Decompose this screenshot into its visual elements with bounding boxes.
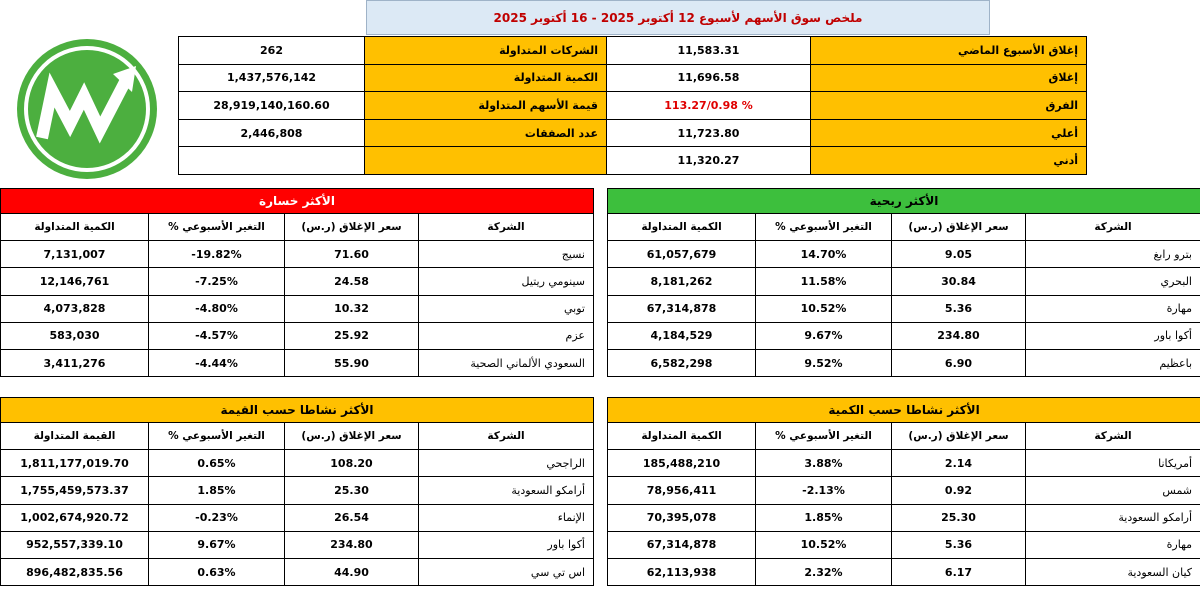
table-row xyxy=(1,349,594,376)
weekly-change: -4.80% xyxy=(149,295,285,322)
index-label: إغلاق الأسبوع الماضي xyxy=(811,37,1087,65)
summary-value: 262 xyxy=(179,37,365,65)
table-row xyxy=(608,531,1200,558)
panel-header xyxy=(1,398,594,423)
weekly-change: 14.70% xyxy=(756,241,892,268)
column-header: سعر الإغلاق (ر.س) xyxy=(892,423,1026,450)
company-name: شمس xyxy=(1026,477,1200,504)
most-active-by-volume-table xyxy=(607,397,1200,586)
close-price: 234.80 xyxy=(892,322,1026,349)
column-header: التغير الأسبوعي % xyxy=(149,423,285,450)
company-name: السعودي الألماني الصحية xyxy=(419,349,594,376)
traded-amount: 78,956,411 xyxy=(608,477,756,504)
table-row xyxy=(1,295,594,322)
company-name: سينومي ريتيل xyxy=(419,268,594,295)
table-row xyxy=(1,450,594,477)
weekly-change: 9.52% xyxy=(756,349,892,376)
weekly-change: 2.32% xyxy=(756,558,892,585)
market-logo-icon xyxy=(14,36,160,182)
traded-amount: 12,146,761 xyxy=(1,268,149,295)
page-title: ملخص سوق الأسهم لأسبوع 12 أكتوبر 2025 - 16 أكتوبر 2025 xyxy=(366,0,990,35)
close-price: 234.80 xyxy=(285,531,419,558)
close-price: 5.36 xyxy=(892,531,1026,558)
summary-value: 1,437,576,142 xyxy=(179,64,365,92)
table-row xyxy=(1,322,594,349)
company-name: مهارة xyxy=(1026,295,1200,322)
column-headers xyxy=(1,423,594,450)
traded-amount: 952,557,339.10 xyxy=(1,531,149,558)
panel-title: الأكثر نشاطا حسب القيمة xyxy=(1,398,594,423)
index-value: 11,723.80 xyxy=(607,119,811,147)
traded-amount: 1,755,459,573.37 xyxy=(1,477,149,504)
index-label: أدني xyxy=(811,147,1087,175)
column-header: القيمة المتداولة xyxy=(1,423,149,450)
summary-label: الشركات المتداولة xyxy=(365,37,607,65)
traded-amount: 70,395,078 xyxy=(608,504,756,531)
index-label: إغلاق xyxy=(811,64,1087,92)
panel-header xyxy=(1,189,594,214)
summary-label: قيمة الأسهم المتداولة xyxy=(365,92,607,120)
weekly-change: 1.85% xyxy=(149,477,285,504)
summary-row xyxy=(179,119,1087,147)
traded-amount: 1,002,674,920.72 xyxy=(1,504,149,531)
company-name: أرامكو السعودية xyxy=(1026,504,1200,531)
weekly-change: 3.88% xyxy=(756,450,892,477)
column-header: الكمية المتداولة xyxy=(608,214,756,241)
summary-label xyxy=(365,147,607,175)
traded-amount: 67,314,878 xyxy=(608,295,756,322)
traded-amount: 7,131,007 xyxy=(1,241,149,268)
index-value: 113.27/0.98 % xyxy=(607,92,811,120)
table-row xyxy=(608,349,1200,376)
top-gainers-table xyxy=(607,188,1200,377)
column-header: التغير الأسبوعي % xyxy=(149,214,285,241)
close-price: 55.90 xyxy=(285,349,419,376)
traded-amount: 896,482,835.56 xyxy=(1,558,149,585)
summary-row xyxy=(179,64,1087,92)
index-value: 11,583.31 xyxy=(607,37,811,65)
table-row xyxy=(1,268,594,295)
column-headers xyxy=(1,214,594,241)
weekly-change: -2.13% xyxy=(756,477,892,504)
index-value: 11,696.58 xyxy=(607,64,811,92)
close-price: 9.05 xyxy=(892,241,1026,268)
company-name: البحري xyxy=(1026,268,1200,295)
table-row xyxy=(1,504,594,531)
company-name: كيان السعودية xyxy=(1026,558,1200,585)
column-header: سعر الإغلاق (ر.س) xyxy=(285,214,419,241)
column-header: الشركة xyxy=(419,423,594,450)
traded-amount: 62,113,938 xyxy=(608,558,756,585)
company-name: أرامكو السعودية xyxy=(419,477,594,504)
table-row xyxy=(608,322,1200,349)
weekly-change: 9.67% xyxy=(149,531,285,558)
close-price: 10.32 xyxy=(285,295,419,322)
index-label: أعلي xyxy=(811,119,1087,147)
close-price: 5.36 xyxy=(892,295,1026,322)
traded-amount: 61,057,679 xyxy=(608,241,756,268)
weekly-change: 10.52% xyxy=(756,531,892,558)
company-name: أمريكانا xyxy=(1026,450,1200,477)
table-row xyxy=(608,241,1200,268)
weekly-change: 0.63% xyxy=(149,558,285,585)
table-row xyxy=(1,477,594,504)
close-price: 25.30 xyxy=(892,504,1026,531)
table-row xyxy=(1,531,594,558)
column-header: سعر الإغلاق (ر.س) xyxy=(892,214,1026,241)
company-name: باعظيم xyxy=(1026,349,1200,376)
table-row xyxy=(1,241,594,268)
column-headers xyxy=(608,214,1200,241)
company-name: الإنماء xyxy=(419,504,594,531)
traded-amount: 3,411,276 xyxy=(1,349,149,376)
panel-title: الأكثر نشاطا حسب الكمية xyxy=(608,398,1200,423)
table-row xyxy=(608,477,1200,504)
table-row xyxy=(1,558,594,585)
most-active-by-value-table xyxy=(0,397,594,586)
weekly-change: -0.23% xyxy=(149,504,285,531)
traded-amount: 4,073,828 xyxy=(1,295,149,322)
summary-label: الكمية المتداولة xyxy=(365,64,607,92)
weekly-change: 11.58% xyxy=(756,268,892,295)
summary-row xyxy=(179,37,1087,65)
market-summary-table xyxy=(178,36,1087,175)
close-price: 30.84 xyxy=(892,268,1026,295)
panel-title: الأكثر ربحية xyxy=(608,189,1200,214)
close-price: 25.92 xyxy=(285,322,419,349)
company-name: نسيج xyxy=(419,241,594,268)
weekly-change: 0.65% xyxy=(149,450,285,477)
company-name: مهارة xyxy=(1026,531,1200,558)
column-headers xyxy=(608,423,1200,450)
weekly-change: -4.44% xyxy=(149,349,285,376)
column-header: الشركة xyxy=(1026,423,1200,450)
column-header: التغير الأسبوعي % xyxy=(756,423,892,450)
company-name: أكوا باور xyxy=(419,531,594,558)
column-header: الكمية المتداولة xyxy=(1,214,149,241)
close-price: 6.17 xyxy=(892,558,1026,585)
company-name: عزم xyxy=(419,322,594,349)
company-name: بترو رابغ xyxy=(1026,241,1200,268)
table-row xyxy=(608,558,1200,585)
close-price: 44.90 xyxy=(285,558,419,585)
weekly-change: 1.85% xyxy=(756,504,892,531)
top-losers-table xyxy=(0,188,594,377)
close-price: 108.20 xyxy=(285,450,419,477)
summary-value xyxy=(179,147,365,175)
table-row xyxy=(608,295,1200,322)
traded-amount: 185,488,210 xyxy=(608,450,756,477)
table-row xyxy=(608,268,1200,295)
close-price: 24.58 xyxy=(285,268,419,295)
index-label: الفرق xyxy=(811,92,1087,120)
close-price: 26.54 xyxy=(285,504,419,531)
weekly-change: 10.52% xyxy=(756,295,892,322)
weekly-change: 9.67% xyxy=(756,322,892,349)
company-name: اس تي سي xyxy=(419,558,594,585)
column-header: الشركة xyxy=(1026,214,1200,241)
weekly-change: -7.25% xyxy=(149,268,285,295)
traded-amount: 8,181,262 xyxy=(608,268,756,295)
panel-header xyxy=(608,398,1200,423)
close-price: 2.14 xyxy=(892,450,1026,477)
company-name: أكوا باور xyxy=(1026,322,1200,349)
panel-title: الأكثر خسارة xyxy=(1,189,594,214)
column-header: الكمية المتداولة xyxy=(608,423,756,450)
company-name: توبي xyxy=(419,295,594,322)
traded-amount: 6,582,298 xyxy=(608,349,756,376)
summary-row xyxy=(179,92,1087,120)
column-header: الشركة xyxy=(419,214,594,241)
weekly-change: -4.57% xyxy=(149,322,285,349)
weekly-change: -19.82% xyxy=(149,241,285,268)
close-price: 6.90 xyxy=(892,349,1026,376)
traded-amount: 4,184,529 xyxy=(608,322,756,349)
close-price: 71.60 xyxy=(285,241,419,268)
summary-row xyxy=(179,147,1087,175)
traded-amount: 67,314,878 xyxy=(608,531,756,558)
summary-value: 28,919,140,160.60 xyxy=(179,92,365,120)
column-header: سعر الإغلاق (ر.س) xyxy=(285,423,419,450)
company-name: الراجحي xyxy=(419,450,594,477)
table-row xyxy=(608,450,1200,477)
traded-amount: 583,030 xyxy=(1,322,149,349)
table-row xyxy=(608,504,1200,531)
summary-label: عدد الصفقات xyxy=(365,119,607,147)
traded-amount: 1,811,177,019.70 xyxy=(1,450,149,477)
index-value: 11,320.27 xyxy=(607,147,811,175)
summary-value: 2,446,808 xyxy=(179,119,365,147)
panel-header xyxy=(608,189,1200,214)
column-header: التغير الأسبوعي % xyxy=(756,214,892,241)
close-price: 25.30 xyxy=(285,477,419,504)
close-price: 0.92 xyxy=(892,477,1026,504)
